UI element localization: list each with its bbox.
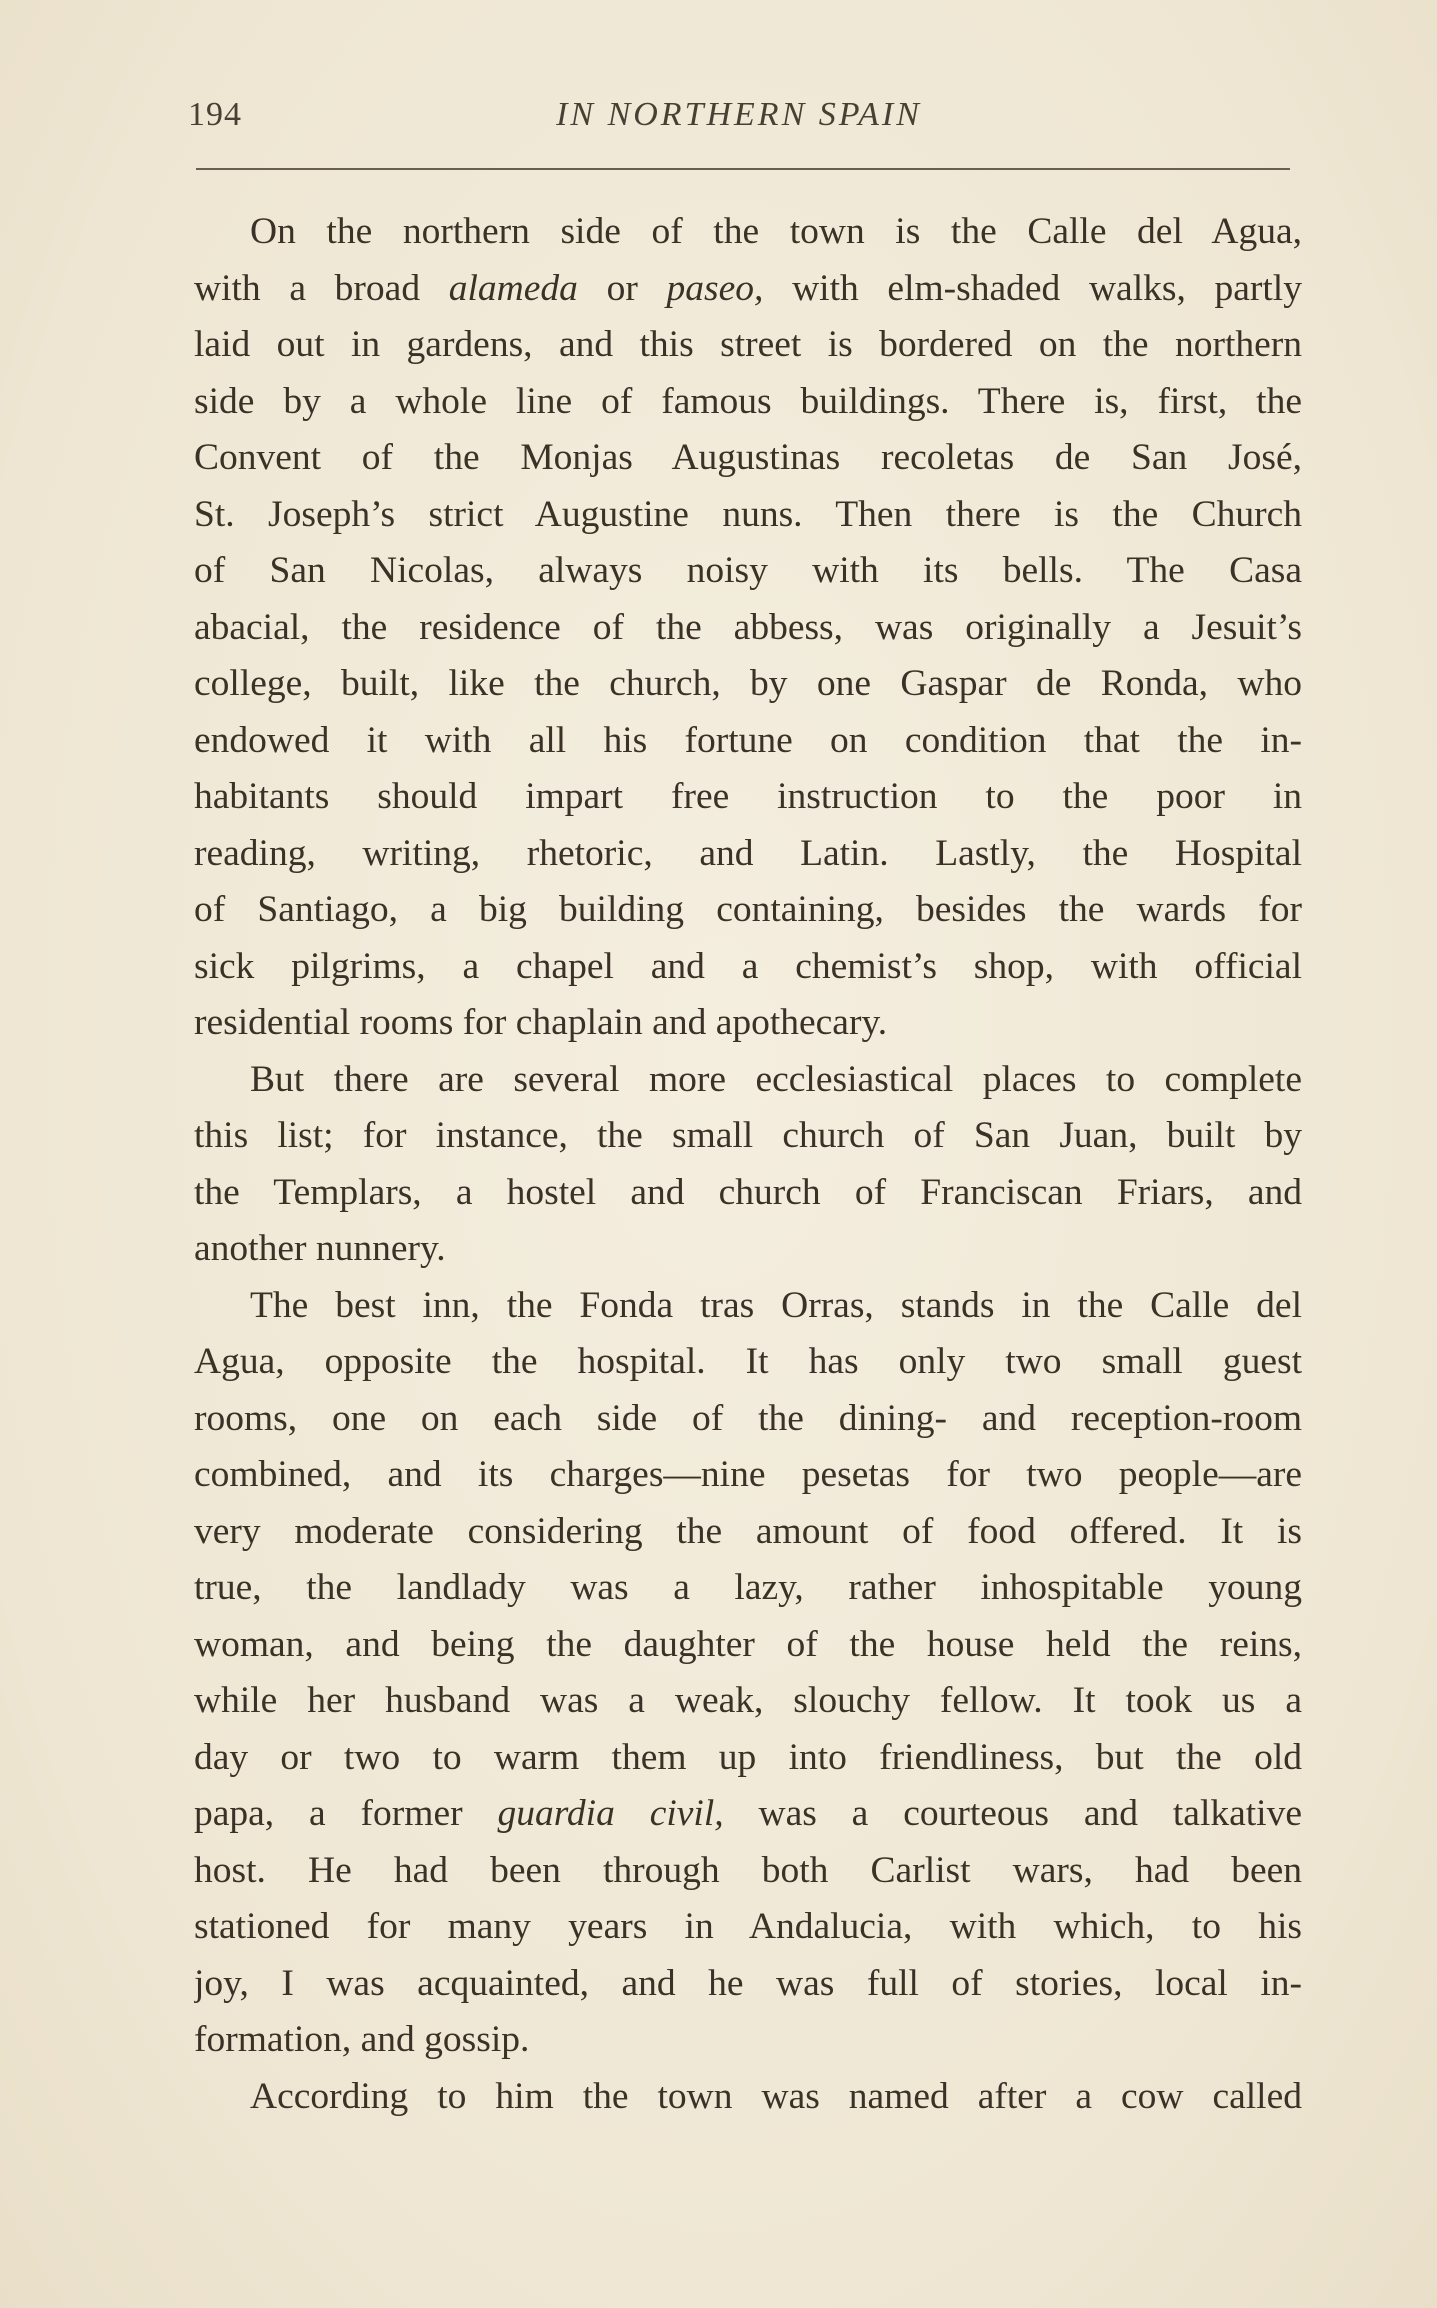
text-line: [194, 882, 1302, 939]
text-segment: of Santiago, a big building containing, besides the wards for: [194, 889, 1302, 930]
text-line: [194, 1899, 1302, 1956]
text-segment: According to him the town was named after a cow called: [250, 2075, 1302, 2117]
text-segment: laid out in gardens, and this street is bordered on the northern: [194, 324, 1302, 365]
text-line: [194, 1673, 1302, 1730]
text-segment: was a courteous and talkative: [723, 1793, 1302, 1834]
italic-text: guardia civil,: [497, 1793, 724, 1834]
text-segment: college, built, like the church, by one Gaspar de Ronda, who: [194, 663, 1302, 704]
text-line: [194, 713, 1302, 770]
text-line: [194, 1334, 1302, 1391]
text-segment: papa, a former: [194, 1793, 498, 1834]
text-segment: reading, writing, rhetoric, and Latin. Lastly, the Hospital: [194, 832, 1302, 874]
text-line: [194, 2069, 1302, 2126]
text-line: [194, 1052, 1302, 1109]
text-segment: joy, I was acquainted, and he was full of stories, local in-: [194, 1962, 1302, 2004]
text-line: [194, 261, 1302, 318]
text-line: [194, 1447, 1302, 1504]
running-head: IN NORTHERN SPAIN: [556, 96, 922, 133]
text-line: [194, 939, 1302, 996]
text-segment: St. Joseph’s strict Augustine nuns. Then there is the Church: [194, 493, 1302, 535]
text-segment: abacial, the residence of the abbess, was originally a Jesuit’s: [194, 606, 1302, 648]
text-segment: very moderate considering the amount of food offered. It is: [194, 1510, 1302, 1552]
text-segment: combined, and its charges—nine pesetas for two people—are: [194, 1454, 1302, 1495]
text-line: [194, 826, 1302, 883]
text-segment: Convent of the Monjas Augustinas recoletas de San José,: [194, 437, 1302, 478]
text-segment: true, the landlady was a lazy, rather inhospitable young: [194, 1567, 1302, 1608]
text-line: [194, 1786, 1302, 1843]
text-segment: another nunnery.: [194, 1228, 446, 1269]
text-segment: with elm-shaded walks, partly: [763, 267, 1302, 309]
text-segment: residential rooms for chaplain and apothecary.: [194, 1002, 888, 1043]
text-line: [194, 1165, 1302, 1222]
text-line: [194, 1278, 1302, 1335]
text-line: [194, 1730, 1302, 1787]
text-segment: this list; for instance, the small church of San Juan, built by: [194, 1115, 1302, 1156]
text-line: [194, 1560, 1302, 1617]
italic-text: paseo,: [666, 267, 764, 309]
text-segment: The best inn, the Fonda tras Orras, stands in the Calle del: [250, 1284, 1302, 1326]
page-header: [188, 96, 1290, 146]
text-line: [194, 995, 1302, 1052]
text-line: [194, 374, 1302, 431]
text-line: [194, 656, 1302, 713]
text-line: [194, 487, 1302, 544]
text-line: [194, 1956, 1302, 2013]
italic-text: alameda: [448, 267, 578, 309]
text-segment: the Templars, a hostel and church of Franciscan Friars, and: [194, 1171, 1302, 1213]
text-segment: or: [577, 267, 667, 309]
text-segment: But there are several more ecclesiastical places to complete: [250, 1058, 1302, 1100]
text-line: [194, 1391, 1302, 1448]
text-line: [194, 769, 1302, 826]
text-segment: while her husband was a weak, slouchy fellow. It took us a: [194, 1680, 1302, 1721]
text-line: [194, 600, 1302, 657]
text-segment: endowed it with all his fortune on condition that the in-: [194, 719, 1302, 761]
text-line: [194, 430, 1302, 487]
text-line: [194, 1221, 1302, 1278]
body-text: [194, 204, 1302, 2125]
text-line: [194, 317, 1302, 374]
text-segment: rooms, one on each side of the dining- and reception-room: [194, 1397, 1302, 1439]
header-rule: [196, 168, 1290, 170]
text-segment: day or two to warm them up into friendliness, but the old: [194, 1736, 1302, 1778]
page-number: 194: [188, 96, 242, 133]
text-line: [194, 2012, 1302, 2069]
text-segment: with a broad: [194, 267, 449, 309]
text-line: [194, 1617, 1302, 1674]
text-segment: Agua, opposite the hospital. It has only two small guest: [194, 1341, 1302, 1382]
text-line: [194, 543, 1302, 600]
text-line: [194, 204, 1302, 261]
text-segment: formation, and gossip.: [194, 2019, 530, 2060]
text-segment: host. He had been through both Carlist wars, had been: [194, 1849, 1302, 1891]
text-segment: woman, and being the daughter of the house held the reins,: [194, 1623, 1302, 1665]
text-segment: habitants should impart free instruction to the poor in: [194, 776, 1302, 817]
text-segment: of San Nicolas, always noisy with its bells. The Casa: [194, 550, 1302, 591]
text-segment: On the northern side of the town is the Calle del Agua,: [250, 211, 1302, 252]
text-line: [194, 1504, 1302, 1561]
text-segment: side by a whole line of famous buildings. There is, first, the: [194, 380, 1302, 422]
text-line: [194, 1108, 1302, 1165]
text-segment: sick pilgrims, a chapel and a chemist’s shop, with official: [194, 945, 1302, 987]
text-line: [194, 1843, 1302, 1900]
text-segment: stationed for many years in Andalucia, with which, to his: [194, 1906, 1302, 1947]
